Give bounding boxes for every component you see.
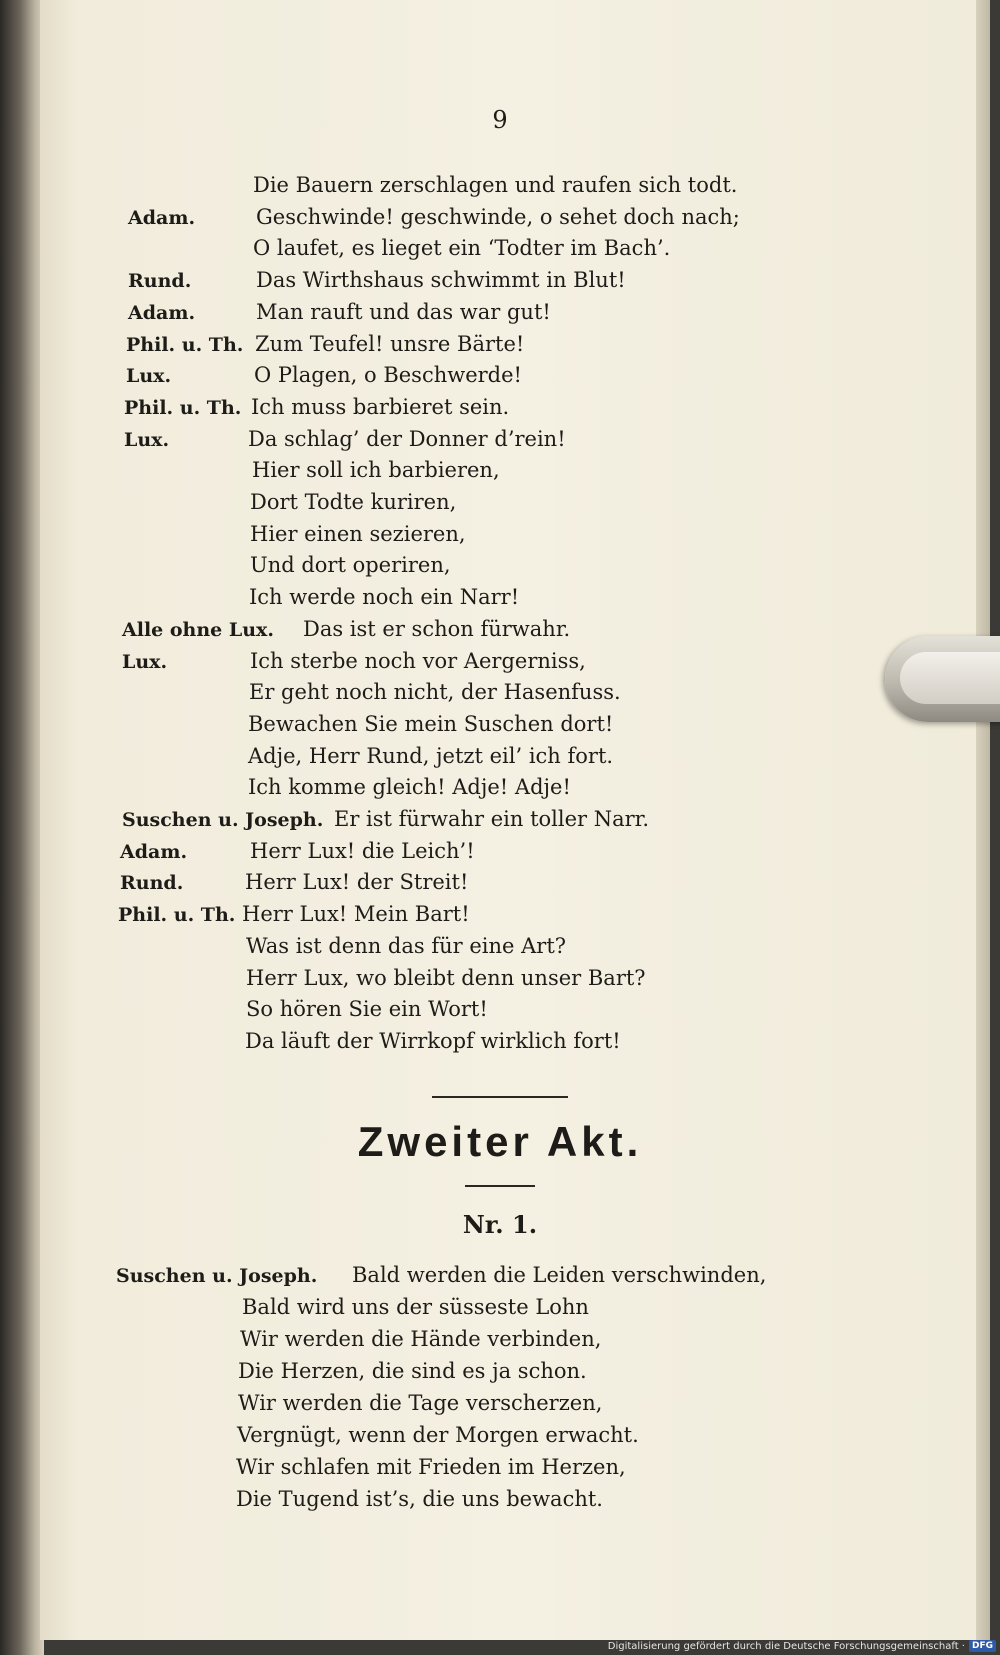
dialogue-line: Bewachen Sie mein Suschen dort! <box>248 712 614 736</box>
page-number: 9 <box>492 106 508 134</box>
dialogue-line: Ich muss barbieret sein. <box>251 395 510 419</box>
dialogue-line: Er ist fürwahr ein toller Narr. <box>334 807 650 831</box>
speaker-label: Adam. <box>120 841 188 863</box>
dialogue-line: Herr Lux! der Streit! <box>245 870 469 894</box>
speaker-label: Adam. <box>128 207 196 229</box>
act-title: Zweiter Akt. <box>357 1118 643 1165</box>
dialogue-line: O Plagen, o Beschwerde! <box>254 363 522 387</box>
footer-credit <box>608 1639 996 1653</box>
dialogue-line: Das ist er schon fürwahr. <box>303 617 571 641</box>
dialogue-line: So hören Sie ein Wort! <box>246 997 488 1021</box>
page-clip-tab-inner <box>900 652 1000 704</box>
song-line: Wir schlafen mit Frieden im Herzen, <box>236 1455 626 1479</box>
dialogue-line: Man rauft und das war gut! <box>256 300 551 324</box>
speaker-label: Rund. <box>128 270 192 292</box>
dialogue-line: Dort Todte kuriren, <box>250 490 457 514</box>
song-line: Wir werden die Tage verscherzen, <box>238 1391 603 1415</box>
speaker-label: Phil. u. Th. <box>126 334 244 356</box>
dialogue-line: Hier einen sezieren, <box>250 522 466 546</box>
show-through-text <box>775 170 990 1490</box>
dialogue-line: Adje, Herr Rund, jetzt eil’ ich fort. <box>248 744 614 768</box>
dialogue-line: Geschwinde! geschwinde, o sehet doch nach; <box>256 205 740 229</box>
speaker-label: Adam. <box>128 302 196 324</box>
dialogue-line: Die Bauern zerschlagen und raufen sich todt. <box>253 173 738 197</box>
dialogue-line: Was ist denn das für eine Art? <box>246 934 567 958</box>
dialogue-line: Zum Teufel! unsre Bärte! <box>255 332 525 356</box>
dialogue-line: Da läuft der Wirrkopf wirklich fort! <box>245 1029 621 1053</box>
dialogue-line: Er geht noch nicht, der Hasenfuss. <box>249 680 621 704</box>
speaker-label: Lux. <box>126 365 172 387</box>
section-divider-top <box>432 1096 568 1098</box>
song-line: Bald werden die Leiden verschwinden, <box>352 1263 767 1287</box>
book-spine <box>0 0 44 1655</box>
dialogue-line: Und dort operiren, <box>250 553 451 577</box>
speaker-label: Alle ohne Lux. <box>122 619 274 641</box>
footer-text: Digitalisierung gefördert durch die Deutsche Forschungsgemeinschaft · <box>607 1640 965 1652</box>
speaker-label: Lux. <box>122 651 168 673</box>
dialogue-line: Das Wirthshaus schwimmt in Blut! <box>256 268 626 292</box>
speaker-label: Phil. u. Th. <box>124 397 242 419</box>
section-divider-bottom <box>465 1185 535 1187</box>
song-line: Wir werden die Hände verbinden, <box>240 1327 602 1351</box>
speaker-label: Suschen u. Joseph. <box>116 1265 318 1287</box>
dialogue-line: Herr Lux, wo bleibt denn unser Bart? <box>246 966 646 990</box>
speaker-label: Suschen u. Joseph. <box>122 809 324 831</box>
speaker-label: Lux. <box>124 429 170 451</box>
song-line: Die Tugend ist’s, die uns bewacht. <box>236 1487 603 1511</box>
song-line: Die Herzen, die sind es ja schon. <box>238 1359 587 1383</box>
dialogue-line: Ich sterbe noch vor Aergerniss, <box>250 649 586 673</box>
dialogue-line: Herr Lux! Mein Bart! <box>242 902 470 926</box>
number-title: Nr. 1. <box>462 1210 538 1239</box>
dialogue-line: Ich komme gleich! Adje! Adje! <box>248 775 571 799</box>
dialogue-line: Hier soll ich barbieren, <box>252 458 500 482</box>
dfg-logo: DFG <box>969 1640 996 1652</box>
dialogue-line: O laufet, es lieget ein ‘Todter im Bach’. <box>253 236 671 260</box>
dialogue-line: Da schlag’ der Donner d’rein! <box>248 427 566 451</box>
dialogue-line: Ich werde noch ein Narr! <box>249 585 520 609</box>
speaker-label: Phil. u. Th. <box>118 904 236 926</box>
dialogue-line: Herr Lux! die Leich’! <box>250 839 475 863</box>
song-line: Vergnügt, wenn der Morgen erwacht. <box>237 1423 639 1447</box>
song-line: Bald wird uns der süsseste Lohn <box>242 1295 589 1319</box>
speaker-label: Rund. <box>120 872 184 894</box>
